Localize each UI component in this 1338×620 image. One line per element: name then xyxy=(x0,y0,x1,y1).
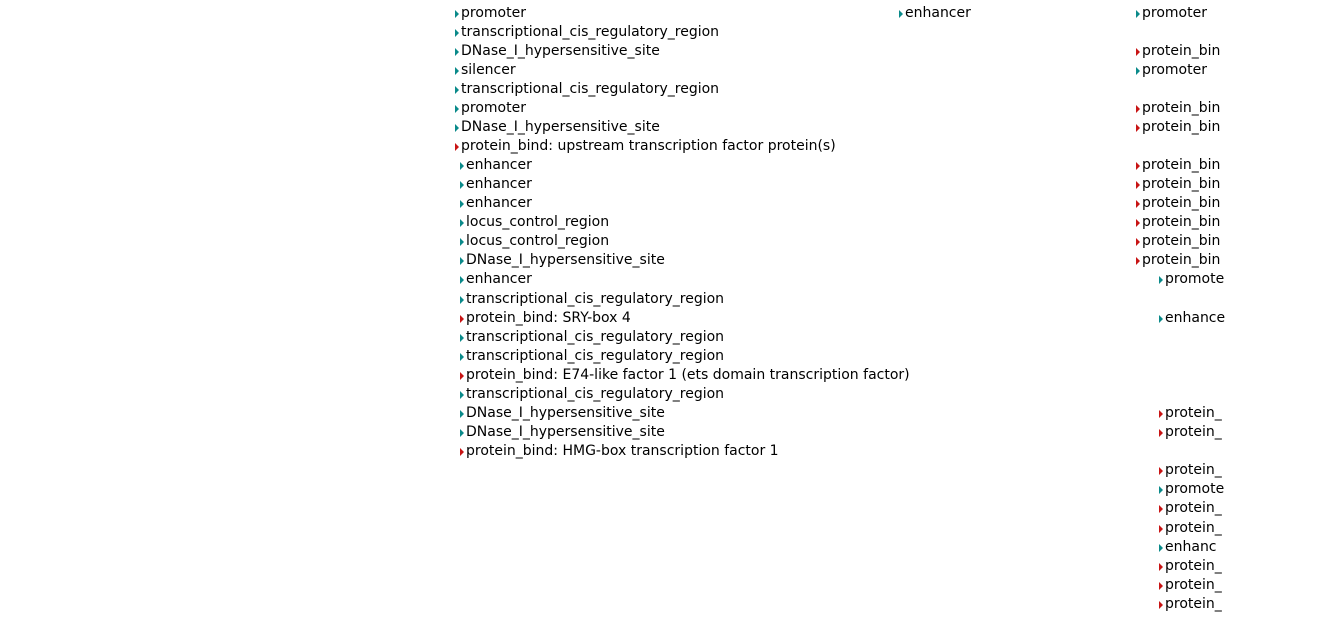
feature-item[interactable] xyxy=(460,175,532,194)
feature-item[interactable] xyxy=(460,366,910,385)
feature-item[interactable] xyxy=(455,99,526,118)
strand-arrow-icon xyxy=(460,334,464,342)
strand-arrow-icon xyxy=(1159,505,1163,513)
strand-arrow-icon xyxy=(460,238,464,246)
feature-item[interactable] xyxy=(1159,519,1222,538)
feature-item[interactable] xyxy=(460,347,724,366)
feature-label: transcriptional_cis_regulatory_region xyxy=(461,81,720,97)
feature-label: protein_ xyxy=(1165,558,1222,574)
feature-label: transcriptional_cis_regulatory_region xyxy=(466,386,725,402)
feature-item[interactable] xyxy=(460,404,665,423)
strand-arrow-icon xyxy=(460,257,464,265)
feature-item[interactable] xyxy=(460,385,724,404)
strand-arrow-icon xyxy=(460,429,464,437)
strand-arrow-icon xyxy=(455,10,459,18)
strand-arrow-icon xyxy=(455,86,459,94)
feature-item[interactable] xyxy=(455,23,719,42)
feature-label: protein_bin xyxy=(1142,157,1221,173)
feature-item[interactable] xyxy=(460,194,532,213)
feature-item[interactable] xyxy=(460,442,779,461)
feature-label: DNase_I_hypersensitive_site xyxy=(461,43,660,59)
strand-arrow-icon xyxy=(460,391,464,399)
feature-label: protein_bin xyxy=(1142,43,1221,59)
feature-label: protein_ xyxy=(1165,596,1222,612)
feature-label: promoter xyxy=(1142,5,1207,21)
strand-arrow-icon xyxy=(460,181,464,189)
strand-arrow-icon xyxy=(1159,582,1163,590)
feature-label: protein_bind: E74-like factor 1 (ets domain transcription factor) xyxy=(466,367,910,383)
strand-arrow-icon xyxy=(460,448,464,456)
strand-arrow-icon xyxy=(1159,276,1163,284)
feature-item[interactable] xyxy=(460,309,631,328)
feature-label: DNase_I_hypersensitive_site xyxy=(461,119,660,135)
feature-label: protein_bin xyxy=(1142,233,1221,249)
feature-label: protein_ xyxy=(1165,520,1222,536)
feature-label: transcriptional_cis_regulatory_region xyxy=(466,329,725,345)
strand-arrow-icon xyxy=(1159,486,1163,494)
feature-item[interactable] xyxy=(455,137,836,156)
feature-label: protein_bin xyxy=(1142,176,1221,192)
feature-label: DNase_I_hypersensitive_site xyxy=(466,424,665,440)
feature-label: promote xyxy=(1165,271,1225,287)
feature-item[interactable] xyxy=(1159,595,1222,614)
feature-item[interactable] xyxy=(460,290,724,309)
feature-label: promote xyxy=(1165,481,1225,497)
feature-item[interactable] xyxy=(460,328,724,347)
strand-arrow-icon xyxy=(455,29,459,37)
feature-item[interactable] xyxy=(455,42,660,61)
feature-label: enhancer xyxy=(905,5,971,21)
strand-arrow-icon xyxy=(455,105,459,113)
feature-label: enhanc xyxy=(1165,539,1217,555)
feature-item[interactable] xyxy=(455,4,526,23)
strand-arrow-icon xyxy=(455,124,459,132)
feature-item[interactable] xyxy=(455,80,719,99)
strand-arrow-icon xyxy=(460,315,464,323)
feature-label: protein_bin xyxy=(1142,100,1221,116)
feature-item[interactable] xyxy=(1159,404,1222,423)
strand-arrow-icon xyxy=(455,143,459,151)
feature-item[interactable] xyxy=(1159,480,1224,499)
feature-label: locus_control_region xyxy=(466,214,610,230)
feature-label: protein_bind: HMG-box transcription factor 1 xyxy=(466,443,779,459)
feature-label: enhancer xyxy=(466,195,532,211)
feature-label: transcriptional_cis_regulatory_region xyxy=(466,291,725,307)
feature-label: transcriptional_cis_regulatory_region xyxy=(461,24,720,40)
feature-column-d xyxy=(1130,0,1226,620)
feature-label: protein_ xyxy=(1165,424,1222,440)
feature-label: silencer xyxy=(461,62,516,78)
strand-arrow-icon xyxy=(455,48,459,56)
feature-item[interactable] xyxy=(1159,499,1222,518)
feature-item[interactable] xyxy=(1159,423,1222,442)
feature-label: enhancer xyxy=(466,157,532,173)
feature-label: protein_bind: SRY-box 4 xyxy=(466,310,631,326)
feature-label: protein_ xyxy=(1165,462,1222,478)
feature-label: enhance xyxy=(1165,310,1226,326)
feature-item[interactable] xyxy=(460,232,609,251)
feature-item[interactable] xyxy=(1159,538,1217,557)
feature-label: locus_control_region xyxy=(466,233,610,249)
feature-item[interactable] xyxy=(460,270,532,289)
feature-label: protein_ xyxy=(1165,405,1222,421)
feature-item[interactable] xyxy=(460,156,532,175)
feature-label: protein_bin xyxy=(1142,195,1221,211)
strand-arrow-icon xyxy=(1159,525,1163,533)
feature-label: enhancer xyxy=(466,176,532,192)
strand-arrow-icon xyxy=(460,353,464,361)
strand-arrow-icon xyxy=(460,296,464,304)
strand-arrow-icon xyxy=(460,276,464,284)
feature-label: DNase_I_hypersensitive_site xyxy=(466,252,665,268)
strand-arrow-icon xyxy=(1159,601,1163,609)
feature-label: protein_ xyxy=(1165,577,1222,593)
feature-item[interactable] xyxy=(455,61,516,80)
feature-label: promoter xyxy=(461,5,526,21)
strand-arrow-icon xyxy=(1159,429,1163,437)
feature-item[interactable] xyxy=(460,251,665,270)
feature-item[interactable] xyxy=(1159,461,1222,480)
feature-item[interactable] xyxy=(1159,309,1225,328)
feature-item[interactable] xyxy=(899,4,971,23)
feature-label: transcriptional_cis_regulatory_region xyxy=(466,348,725,364)
feature-label: DNase_I_hypersensitive_site xyxy=(466,405,665,421)
feature-label: protein_ xyxy=(1165,500,1222,516)
strand-arrow-icon xyxy=(460,162,464,170)
feature-label: protein_bin xyxy=(1142,214,1221,230)
feature-item[interactable] xyxy=(1159,576,1222,595)
feature-label: enhancer xyxy=(466,271,532,287)
feature-label: protein_bin xyxy=(1142,252,1221,268)
feature-label: protein_bin xyxy=(1142,119,1221,135)
strand-arrow-icon xyxy=(460,219,464,227)
feature-item[interactable] xyxy=(1159,270,1224,289)
feature-item[interactable] xyxy=(455,118,660,137)
strand-arrow-icon xyxy=(460,410,464,418)
feature-item[interactable] xyxy=(1159,557,1222,576)
feature-label: promoter xyxy=(461,100,526,116)
strand-arrow-icon xyxy=(460,372,464,380)
strand-arrow-icon xyxy=(1159,315,1163,323)
strand-arrow-icon xyxy=(455,67,459,75)
strand-arrow-icon xyxy=(1159,410,1163,418)
feature-item[interactable] xyxy=(460,423,665,442)
feature-label: promoter xyxy=(1142,62,1207,78)
strand-arrow-icon xyxy=(1159,563,1163,571)
feature-item[interactable] xyxy=(460,213,609,232)
feature-label: protein_bind: upstream transcription factor protein(s) xyxy=(461,138,836,154)
strand-arrow-icon xyxy=(1159,467,1163,475)
strand-arrow-icon xyxy=(1159,544,1163,552)
strand-arrow-icon xyxy=(460,200,464,208)
strand-arrow-icon xyxy=(899,10,903,18)
